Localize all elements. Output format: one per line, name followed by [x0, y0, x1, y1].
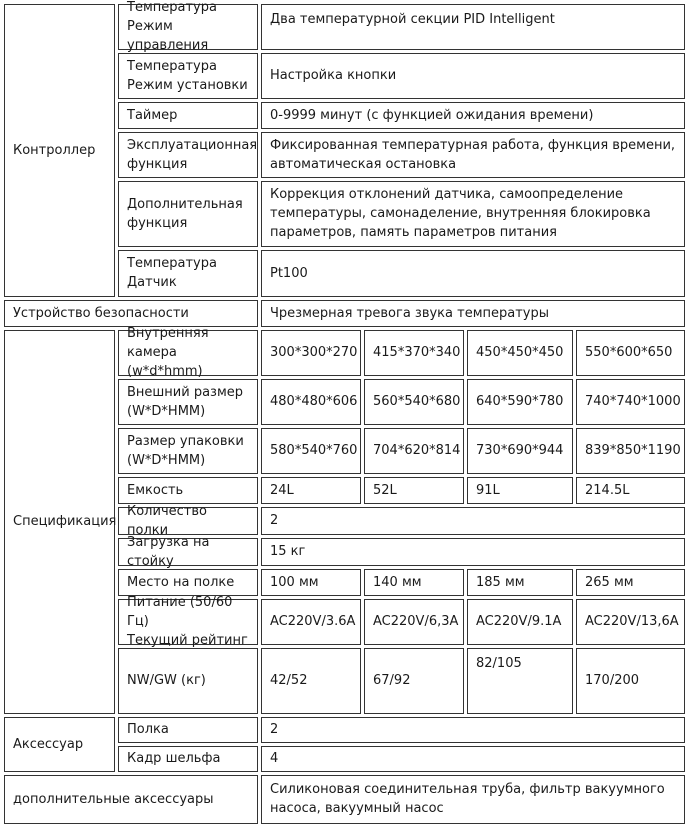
cell-weight-4: [576, 648, 685, 714]
value-text: Два температурной секции PID Intelligent: [270, 12, 555, 27]
row-value-load: [261, 538, 685, 566]
label-text: Место на полке: [127, 574, 235, 590]
cell-outer-1: [261, 379, 361, 425]
cell-text: 185 мм: [476, 574, 525, 590]
cell-text: 450*450*450: [476, 345, 564, 360]
cell-capacity-1: [261, 477, 361, 504]
cell-outer-2: [364, 379, 464, 425]
group-controller-text: Контроллер: [13, 142, 96, 158]
cell-pack-3: [467, 428, 573, 474]
cell-text: 704*620*814: [373, 443, 461, 458]
cell-weight-3: [467, 648, 573, 714]
row-value-operation: [261, 132, 685, 178]
row-value-additional: [261, 181, 685, 247]
row-value-extra: [261, 775, 685, 824]
cell-capacity-2: [364, 477, 464, 504]
row-label-extra: [4, 775, 258, 824]
row-label-capacity: [118, 477, 258, 504]
value-text: 0-9999 минут (с функцией ожидания времени): [270, 107, 594, 123]
label-text: NW/GW (кг): [127, 673, 206, 688]
value-text: 2: [270, 513, 279, 528]
cell-text: 52L: [373, 482, 397, 498]
label-text: Питание (50/60 Гц) Текущий рейтинг: [127, 595, 248, 648]
cell-inner-1: [261, 330, 361, 376]
value-text: Силиконовая соединительная труба, фильтр вакуумного насоса, вакуумный насос: [270, 782, 665, 816]
row-label-shelf: [118, 717, 258, 743]
label-text: Эксплуатационная функция: [127, 137, 258, 172]
cell-power-2: [364, 599, 464, 645]
label-text: Температура Датчик: [127, 256, 217, 290]
cell-text: 67/92: [373, 673, 411, 688]
value-text: 2: [270, 722, 279, 737]
label-text: Дополнительная функция: [127, 196, 243, 231]
label-text: Температура Режим установки: [127, 58, 248, 93]
row-label-temp-control: [118, 0, 258, 53]
cell-text: AC220V/6,3A: [373, 614, 459, 629]
cell-power-3: [467, 599, 573, 645]
value-text: Чрезмерная тревога звука температуры: [270, 305, 550, 321]
cell-text: 640*590*780: [476, 394, 564, 409]
cell-pack-1: [261, 428, 361, 474]
row-label-safety: [4, 300, 258, 327]
row-label-timer: [118, 102, 258, 129]
cell-spacing-3: [467, 569, 573, 596]
cell-text: 140 мм: [373, 574, 422, 590]
row-value-shelves: [261, 507, 685, 535]
group-spec-text: Спецификация: [13, 514, 117, 529]
row-label-spacing: [118, 569, 258, 596]
cell-text: AC220V/13,6A: [585, 614, 679, 629]
cell-text: 300*300*270: [270, 345, 358, 360]
label-text: Внешний размер (W*D*HMM): [127, 384, 244, 419]
value-text: Настройка кнопки: [270, 68, 397, 83]
cell-inner-4: [576, 330, 685, 376]
row-value-timer: [261, 102, 685, 129]
group-accessory-text: Аксессуар: [13, 736, 84, 752]
value-text: Pt100: [270, 265, 308, 281]
row-label-power: [118, 595, 258, 648]
label-text: Внутренняя камера (w*d*hmm): [127, 326, 209, 379]
row-value-safety: [261, 300, 685, 327]
cell-text: 82/105: [476, 656, 522, 671]
cell-text: 42/52: [270, 673, 308, 688]
cell-text: 550*600*650: [585, 345, 673, 360]
cell-text: 740*740*1000: [585, 394, 681, 409]
label-text: Устройство безопасности: [13, 305, 189, 321]
row-label-additional: [118, 181, 258, 247]
cell-outer-4: [576, 379, 685, 425]
row-label-sensor: [118, 250, 258, 297]
cell-capacity-4: [576, 477, 685, 504]
group-controller: [4, 4, 115, 297]
value-text: Фиксированная температурная работа, функция времени, автоматическая остановка: [270, 137, 676, 172]
cell-spacing-1: [261, 569, 361, 596]
row-label-outer: [118, 379, 258, 425]
cell-text: 214.5L: [585, 482, 630, 498]
cell-text: 24L: [270, 482, 294, 498]
value-text: 15 кг: [270, 544, 306, 559]
row-value-temp-control: [261, 4, 685, 50]
label-text: Температура Режим управления: [127, 0, 217, 53]
label-text: Емкость: [127, 482, 184, 498]
cell-text: 170/200: [585, 673, 640, 688]
cell-weight-2: [364, 648, 464, 714]
row-label-weight: [118, 648, 258, 714]
row-label-operation: [118, 132, 258, 178]
cell-inner-2: [364, 330, 464, 376]
cell-weight-1: [261, 648, 361, 714]
cell-text: 839*850*1190: [585, 443, 681, 458]
cell-text: 265 мм: [585, 574, 634, 590]
row-value-frame: [261, 746, 685, 772]
value-text: Коррекция отклонений датчика, самоопределение температуры, самонаделение, внутренняя блокировка параметров, память параметров питания: [270, 187, 651, 240]
cell-spacing-2: [364, 569, 464, 596]
row-label-shelves: [118, 503, 258, 538]
cell-text: AC220V/3.6A: [270, 614, 356, 629]
cell-text: 480*480*606: [270, 394, 358, 409]
row-label-inner: [118, 326, 258, 379]
value-text: 4: [270, 751, 279, 766]
cell-inner-3: [467, 330, 573, 376]
label-text: дополнительные аксессуары: [13, 791, 214, 807]
cell-text: 580*540*760: [270, 443, 358, 458]
group-spec: [4, 330, 115, 714]
cell-outer-3: [467, 379, 573, 425]
row-label-frame: [118, 746, 258, 772]
label-text: Количество полки: [127, 503, 207, 538]
label-text: Размер упаковки (W*D*HMM): [127, 433, 244, 468]
cell-pack-2: [364, 428, 464, 474]
row-label-temp-setting: [118, 53, 258, 99]
cell-power-1: [261, 599, 361, 645]
cell-text: 415*370*340: [373, 345, 461, 360]
row-label-load: [118, 534, 258, 569]
cell-text: 100 мм: [270, 574, 319, 590]
label-text: Кадр шельфа: [127, 751, 221, 766]
cell-text: AC220V/9.1A: [476, 614, 562, 629]
row-value-shelf: [261, 717, 685, 743]
row-value-temp-setting: [261, 53, 685, 99]
cell-text: 730*690*944: [476, 443, 564, 458]
row-label-pack: [118, 428, 258, 474]
label-text: Таймер: [127, 107, 178, 123]
label-text: Полка: [127, 722, 169, 737]
cell-pack-4: [576, 428, 685, 474]
cell-spacing-4: [576, 569, 685, 596]
group-accessory: [4, 717, 115, 772]
label-text: Загрузка на стойку: [127, 534, 210, 569]
cell-text: 91L: [476, 482, 500, 498]
cell-text: 560*540*680: [373, 394, 461, 409]
cell-power-4: [576, 599, 685, 645]
cell-capacity-3: [467, 477, 573, 504]
row-value-sensor: [261, 250, 685, 297]
